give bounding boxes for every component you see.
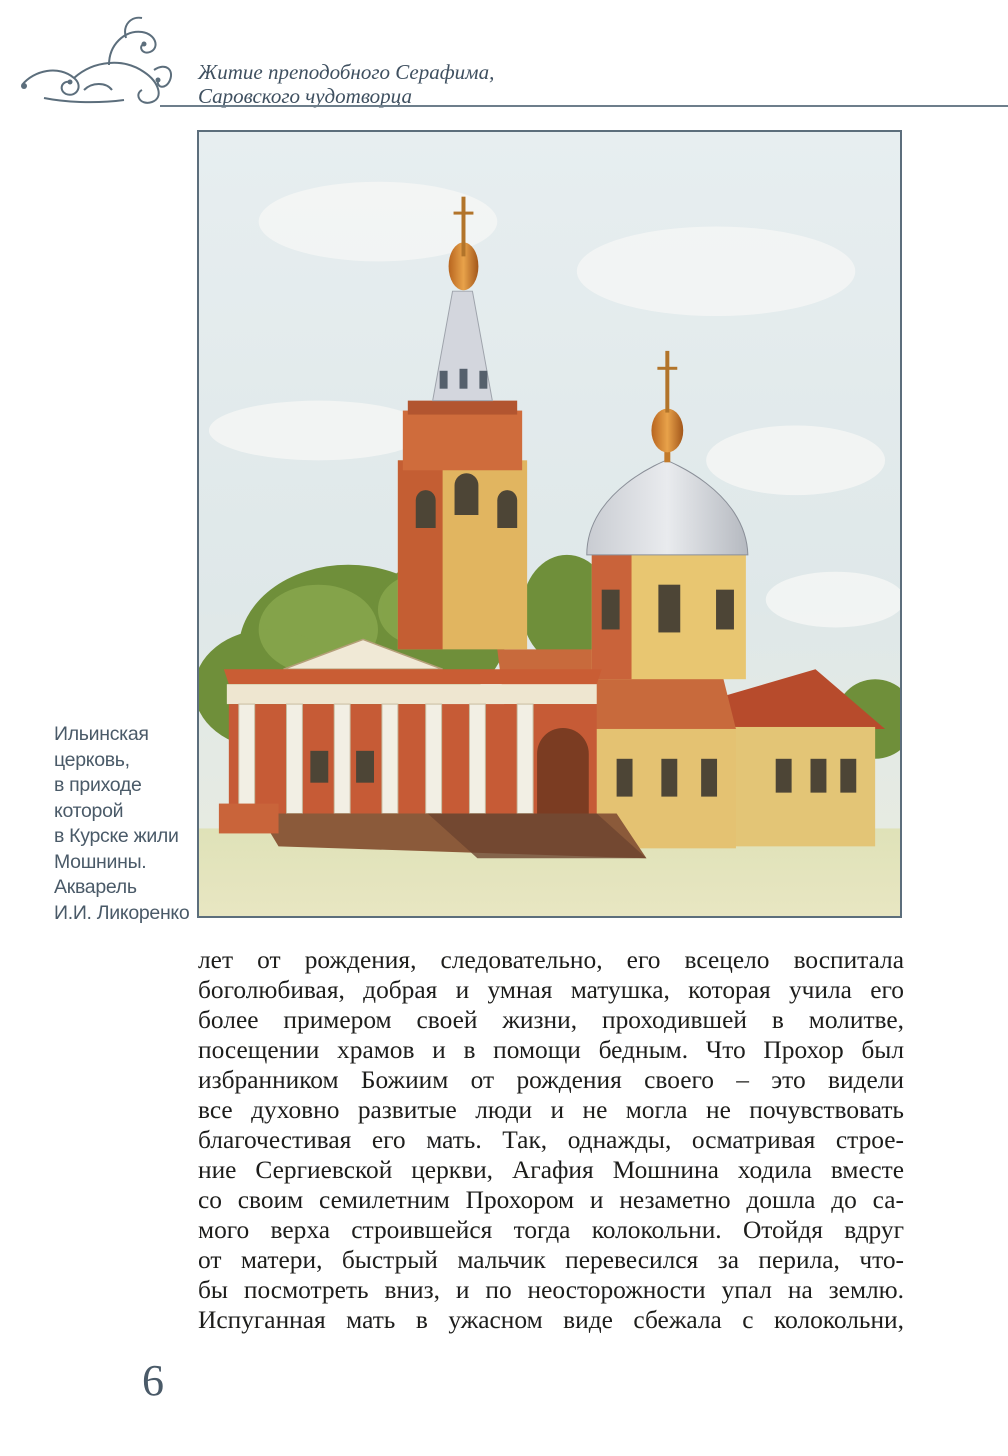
- body-line: все духовно развитые люди и не могла не почувствовать: [198, 1096, 904, 1124]
- caption-line: церковь,: [54, 748, 130, 771]
- body-line: боголюбивая, добрая и умная матушка, которая учила его: [198, 976, 904, 1004]
- header-ornament-icon: [14, 10, 184, 110]
- caption-line: в приходе: [54, 774, 142, 796]
- body-line: более примером своей жизни, проходившей в молитве,: [198, 1006, 904, 1034]
- caption-line: в Курске жили: [54, 825, 179, 847]
- header-rule: [160, 105, 1008, 107]
- church-watercolor-image: [197, 130, 902, 918]
- body-line: Испуганная мать в ужасном виде сбежала с колокольни,: [198, 1306, 904, 1334]
- body-line: посещении храмов и в помощи бедным. Что Прохор был: [198, 1036, 904, 1064]
- body-line: со своим семилетним Прохором и незаметно дошла до са-: [198, 1186, 904, 1214]
- caption-line: Ильинская: [54, 723, 149, 745]
- running-head-line-1: Житие преподобного Серафима,: [198, 60, 495, 84]
- body-line: избранником Божиим от рождения своего – это видели: [198, 1066, 904, 1094]
- body-text: [198, 945, 904, 1335]
- running-head: [198, 60, 494, 108]
- figure-caption: [54, 722, 194, 926]
- running-head-line-2: Саровского чудотворца: [198, 84, 412, 108]
- caption-line: Мошнины.: [54, 850, 147, 873]
- caption-line: Акварель: [54, 876, 137, 898]
- body-line: мого верха строившейся тогда колокольни. Отойдя вдруг: [198, 1216, 904, 1244]
- body-line: благочестивая его мать. Так, однажды, осматривая строе-: [198, 1126, 904, 1154]
- page-number: 6: [142, 1356, 164, 1405]
- body-line: от матери, быстрый мальчик перевесился за перила, что-: [198, 1246, 904, 1274]
- body-line: лет от рождения, следовательно, его всецело воспитала: [198, 946, 904, 974]
- body-line: бы посмотреть вниз, и по неосторожности упал на землю.: [198, 1276, 904, 1304]
- caption-line: которой: [54, 799, 124, 822]
- body-line: ние Сергиевской церкви, Агафия Мошнина ходила вместе: [198, 1156, 904, 1184]
- caption-line: И.И. Ликоренко: [54, 901, 190, 924]
